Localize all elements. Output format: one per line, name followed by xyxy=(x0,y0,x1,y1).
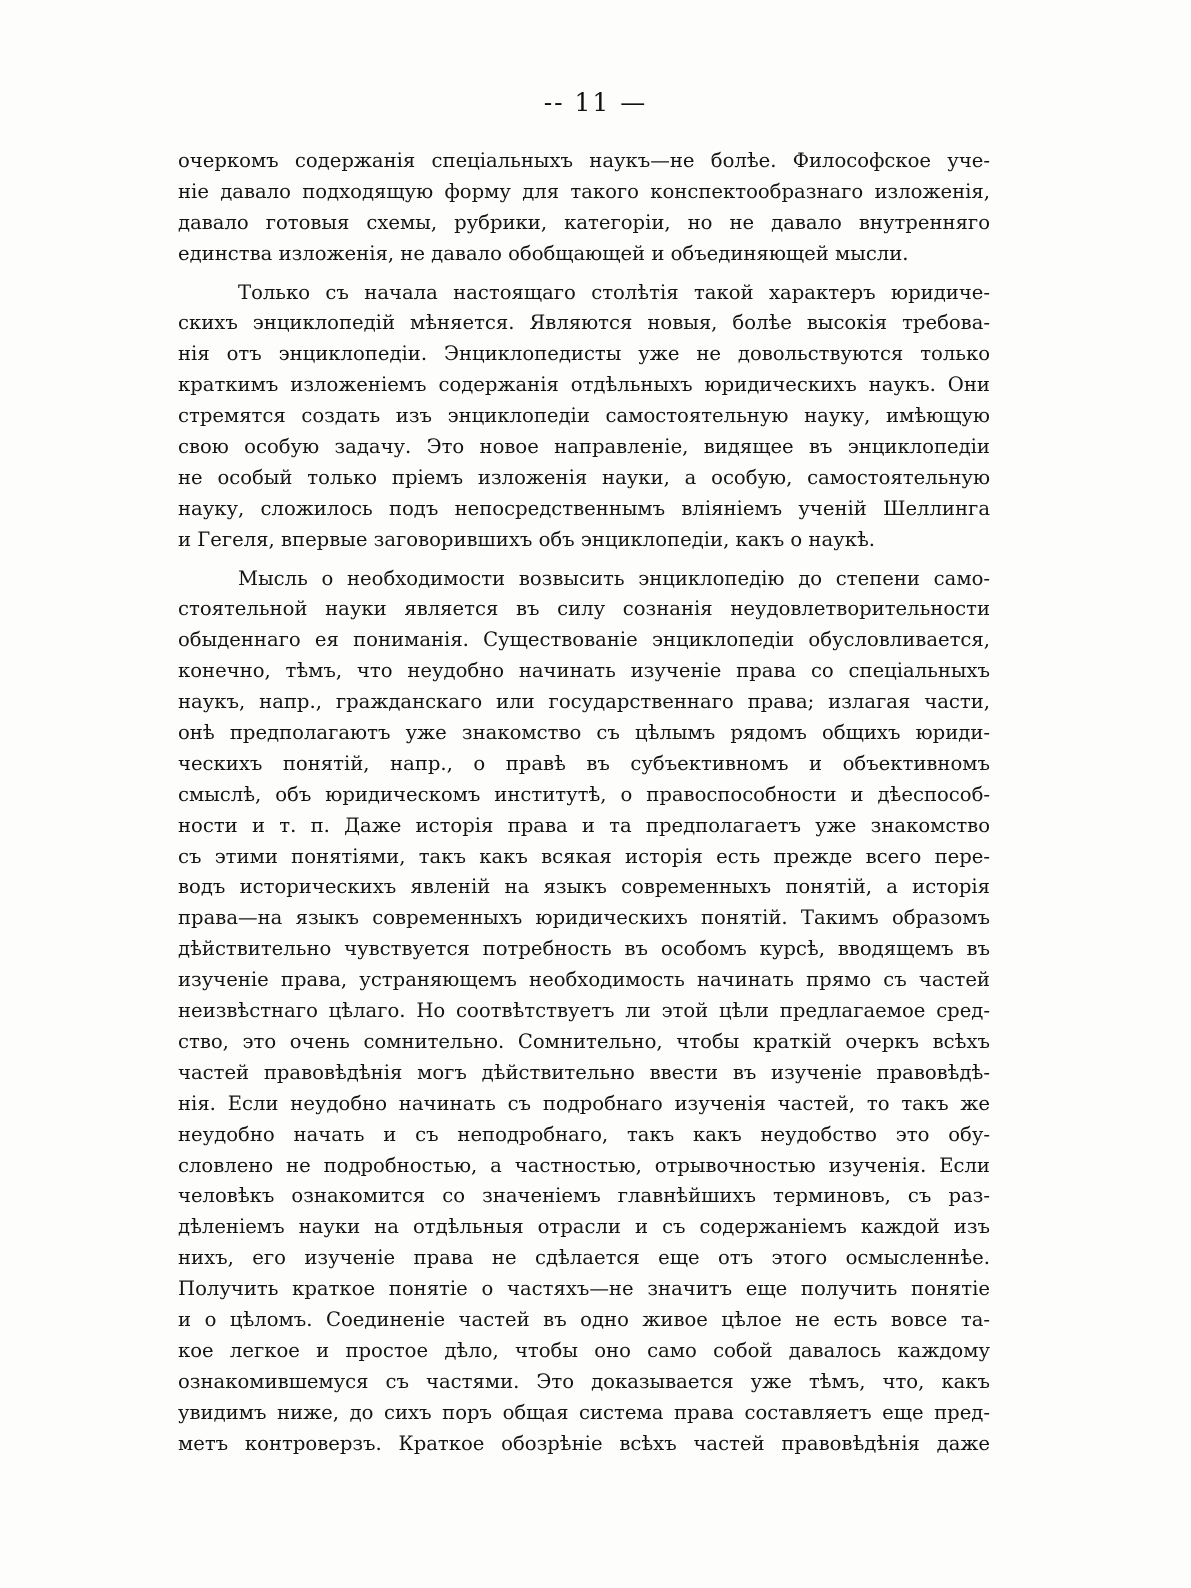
text-line: изученіе права, устраняющемъ необходимость начинать прямо съ частей xyxy=(178,968,990,992)
text-line: стремятся создать изъ энциклопедіи самостоятельную науку, имѣющую xyxy=(178,404,990,428)
text-line: права—на языкъ современныхъ юридическихъ понятій. Такимъ образомъ xyxy=(178,906,990,930)
text-line: наукъ, напр., гражданскаго или государственнаго права; излагая части, xyxy=(178,690,990,714)
text-line: свою особую задачу. Это новое направленіе, видящее въ энциклопедіи xyxy=(178,435,990,459)
text-line: Получить краткое понятіе о частяхъ—не значитъ еще получить понятіе xyxy=(178,1277,990,1301)
text-line: человѣкъ ознакомится со значеніемъ главнѣйшихъ терминовъ, съ раз- xyxy=(178,1184,990,1208)
text-line: давало готовыя схемы, рубрики, категоріи, но не давало внутренняго xyxy=(178,210,990,234)
text-line: единства изложенія, не давало обобщающей и объединяющей мысли. xyxy=(178,241,909,265)
text-line: краткимъ изложеніемъ содержанія отдѣльныхъ юридическихъ наукъ. Они xyxy=(178,373,990,397)
page-number-header: -- 11 — xyxy=(543,88,648,117)
text-line: съ этими понятіями, такъ какъ всякая исторія есть прежде всего пере- xyxy=(178,844,990,868)
text-line: стоятельной науки является въ силу сознанія неудовлетворительности xyxy=(178,597,990,621)
text-line: словлено не подробностью, а частностью, отрывочностью изученія. Если xyxy=(178,1153,990,1177)
text-line: кое легкое и простое дѣло, чтобы оно само собой давалось каждому xyxy=(178,1338,990,1362)
text-line: онѣ предполагаютъ уже знакомство съ цѣлымъ рядомъ общихъ юриди- xyxy=(178,721,990,745)
text-line: ніе давало подходящую форму для такого конспектообразнаго изложенія, xyxy=(178,179,990,203)
text-line: метъ контроверзъ. Краткое обозрѣніе всѣхъ частей правовѣдѣнія даже xyxy=(178,1431,990,1455)
text-line: не особый только пріемъ изложенія науки, а особую, самостоятельную xyxy=(178,465,990,489)
text-line: и о цѣломъ. Соединеніе частей въ одно живое цѣлое не есть вовсе та- xyxy=(178,1307,990,1331)
text-line: неизвѣстнаго цѣлаго. Но соотвѣтствуетъ ли этой цѣли предлагаемое сред- xyxy=(178,999,990,1023)
text-line: ческихъ понятій, напр., о правѣ въ субъективномъ и объективномъ xyxy=(178,751,990,775)
text-line: конечно, тѣмъ, что неудобно начинать изученіе права со спеціальныхъ xyxy=(178,659,990,683)
text-line: неудобно начать и съ неподробнаго, такъ какъ неудобство это обу- xyxy=(178,1122,990,1146)
text-line: очеркомъ содержанія спеціальныхъ наукъ—не болѣе. Философское уче- xyxy=(178,149,990,172)
text-line: скихъ энциклопедій мѣняется. Являются новыя, болѣе высокія требова- xyxy=(178,311,990,335)
text-line: нія отъ энциклопедіи. Энциклопедисты уже не довольствуются только xyxy=(178,342,990,366)
text-line: науку, сложилось подъ непосредственнымъ вліяніемъ ученій Шеллинга xyxy=(178,496,990,520)
text-line: частей правовѣдѣнія могъ дѣйствительно ввести въ изученіе правовѣдѣ- xyxy=(178,1060,990,1084)
text-line: дѣленіемъ науки на отдѣльныя отрасли и съ содержаніемъ каждой изъ xyxy=(178,1215,990,1239)
text-line: и Гегеля, впервые заговорившихъ объ энциклопедіи, какъ о наукѣ. xyxy=(178,527,875,551)
text-line: обыденнаго ея пониманія. Существованіе энциклопедіи обусловливается, xyxy=(178,628,990,652)
text-line: водъ историческихъ явленій на языкъ современныхъ понятій, а исторія xyxy=(178,875,990,899)
text-line: Мысль о необходимости возвысить энциклопедію до степени само- xyxy=(238,566,990,590)
text-line: Только съ начала настоящаго столѣтія такой характеръ юридиче- xyxy=(238,280,990,304)
text-line: ство, это очень сомнительно. Сомнительно, чтобы краткій очеркъ всѣхъ xyxy=(178,1029,990,1053)
text-line: дѣйствительно чувствуется потребность въ особомъ курсѣ, вводящемъ въ xyxy=(178,937,990,961)
paragraph xyxy=(178,278,990,556)
text-line: нія. Если неудобно начинать съ подробнаго изученія частей, то такъ же xyxy=(178,1091,990,1115)
paragraph xyxy=(178,564,990,1460)
paragraph-gap xyxy=(178,270,990,278)
text-line: смыслѣ, объ юридическомъ институтѣ, о правоспособности и дѣеспособ- xyxy=(178,782,990,806)
paragraph xyxy=(178,146,990,270)
text-line: ности и т. п. Даже исторія права и та предполагаетъ уже знакомство xyxy=(178,813,990,837)
text-line: увидимъ ниже, до сихъ поръ общая система права составляетъ еще пред- xyxy=(178,1400,990,1424)
body-text xyxy=(178,146,990,1459)
paragraph-gap xyxy=(178,556,990,564)
text-line: нихъ, его изученіе права не сдѣлается еще отъ этого осмысленнѣе. xyxy=(178,1246,990,1270)
text-line: ознакомившемуся съ частями. Это доказывается уже тѣмъ, что, какъ xyxy=(178,1369,990,1393)
